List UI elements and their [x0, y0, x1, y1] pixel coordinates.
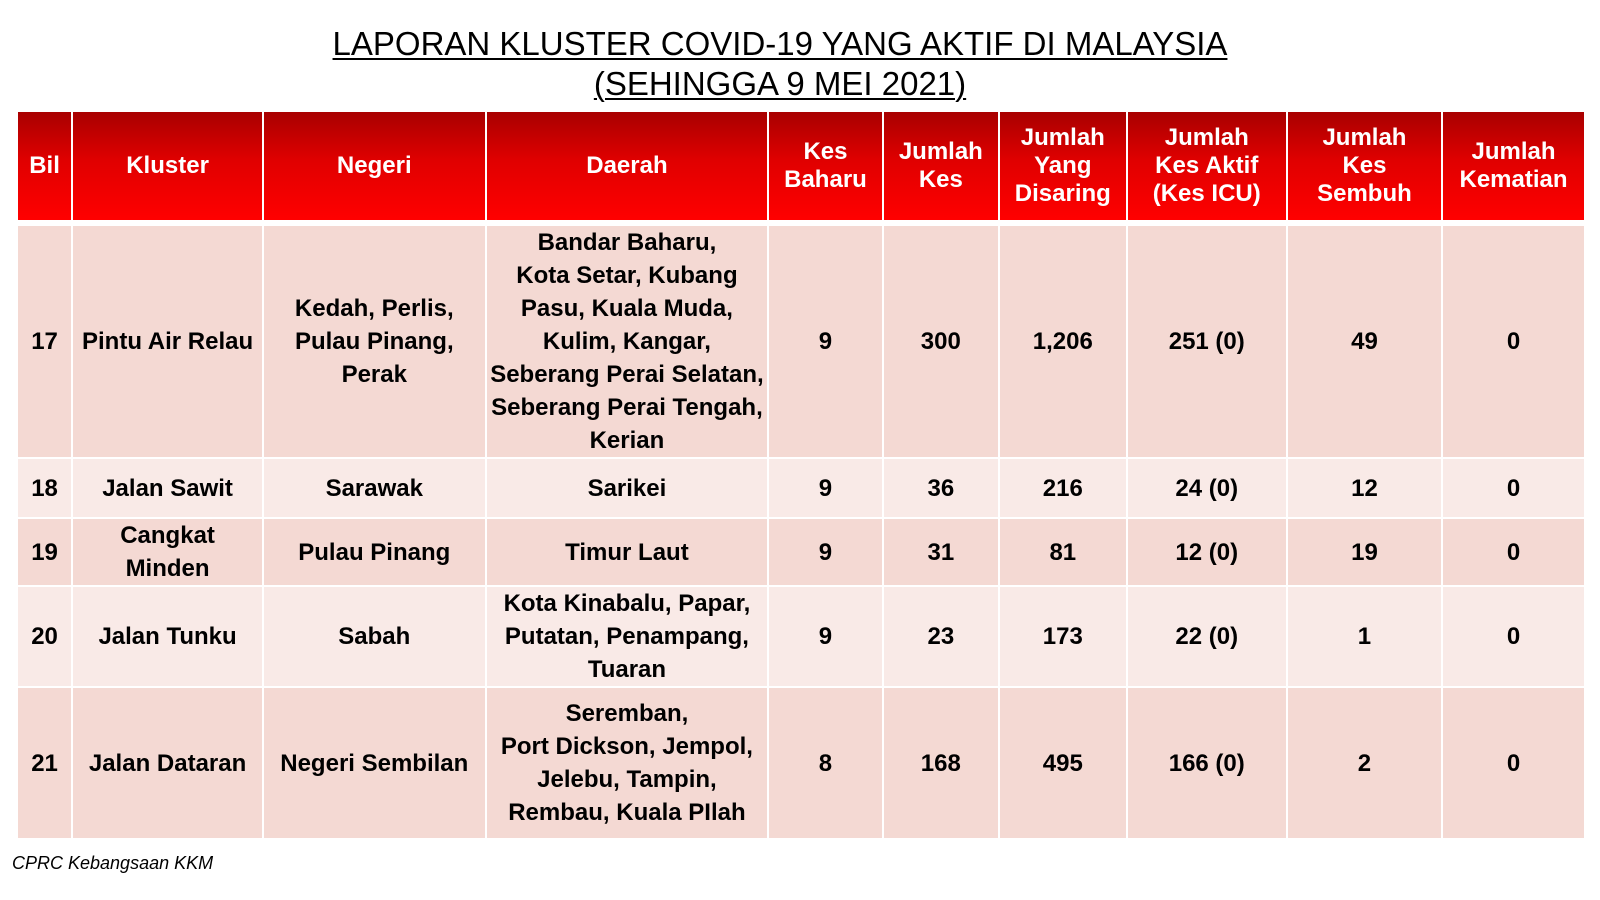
table-row — [17, 586, 1585, 687]
cell-bil: 21 — [17, 687, 72, 839]
cell-negeri: Negeri Sembilan — [263, 687, 486, 839]
header-kluster: Kluster — [72, 111, 263, 223]
table-row — [17, 223, 1585, 458]
cell-bil: 17 — [17, 223, 72, 458]
cell-kes-aktif: 22 (0) — [1127, 586, 1287, 687]
cell-jumlah-disaring: 495 — [999, 687, 1127, 839]
cell-kes-baharu: 9 — [768, 586, 882, 687]
cell-kes-aktif: 24 (0) — [1127, 458, 1287, 518]
header-jumlah-kes: Jumlah Kes — [883, 111, 999, 223]
table-row — [17, 518, 1585, 586]
cell-daerah: Sarikei — [486, 458, 769, 518]
header-jumlah-disaring: Jumlah Yang Disaring — [999, 111, 1127, 223]
table-header-row — [17, 111, 1585, 223]
header-kes-aktif: Jumlah Kes Aktif (Kes ICU) — [1127, 111, 1287, 223]
title-text-2: (SEHINGGA 9 MEI 2021) — [593, 65, 967, 102]
cell-kes-sembuh: 19 — [1287, 518, 1442, 586]
cell-kes-baharu: 9 — [768, 518, 882, 586]
header-bil: Bil — [17, 111, 72, 223]
header-kes-sembuh: Jumlah Kes Sembuh — [1287, 111, 1442, 223]
title-text-1: LAPORAN KLUSTER COVID-19 YANG AKTIF DI MALAYSIA — [332, 25, 1228, 62]
cell-jumlah-disaring: 216 — [999, 458, 1127, 518]
cell-kes-sembuh: 2 — [1287, 687, 1442, 839]
cell-kluster: Pintu Air Relau — [72, 223, 263, 458]
cell-kes-aktif: 12 (0) — [1127, 518, 1287, 586]
cell-kematian: 0 — [1442, 223, 1585, 458]
title-line-1 — [0, 24, 1560, 64]
cell-negeri: Sarawak — [263, 458, 486, 518]
page-title — [0, 24, 1560, 104]
cell-jumlah-kes: 300 — [883, 223, 999, 458]
cell-kluster: Jalan Tunku — [72, 586, 263, 687]
cell-jumlah-disaring: 173 — [999, 586, 1127, 687]
cell-kluster: Jalan Dataran — [72, 687, 263, 839]
cell-kluster: Cangkat Minden — [72, 518, 263, 586]
cell-jumlah-disaring: 1,206 — [999, 223, 1127, 458]
cell-kluster: Jalan Sawit — [72, 458, 263, 518]
header-daerah: Daerah — [486, 111, 769, 223]
cell-kes-baharu: 9 — [768, 223, 882, 458]
cell-jumlah-kes: 31 — [883, 518, 999, 586]
header-negeri: Negeri — [263, 111, 486, 223]
cell-kematian: 0 — [1442, 687, 1585, 839]
cell-kematian: 0 — [1442, 458, 1585, 518]
cell-daerah: Seremban, Port Dickson, Jempol, Jelebu, Tampin, Rembau, Kuala PIlah — [486, 687, 769, 839]
cell-bil: 18 — [17, 458, 72, 518]
cell-jumlah-kes: 168 — [883, 687, 999, 839]
cluster-table — [16, 110, 1586, 840]
cell-daerah: Bandar Baharu, Kota Setar, Kubang Pasu, Kuala Muda, Kulim, Kangar, Seberang Perai Selatan, Seberang Perai Tengah, Kerian — [486, 223, 769, 458]
cell-jumlah-kes: 23 — [883, 586, 999, 687]
header-kematian: Jumlah Kematian — [1442, 111, 1585, 223]
source-note: CPRC Kebangsaan KKM — [12, 853, 214, 873]
header-kes-baharu: Kes Baharu — [768, 111, 882, 223]
cell-kes-baharu: 8 — [768, 687, 882, 839]
cell-kes-baharu: 9 — [768, 458, 882, 518]
cell-daerah: Kota Kinabalu, Papar, Putatan, Penampang, Tuaran — [486, 586, 769, 687]
cell-kes-sembuh: 12 — [1287, 458, 1442, 518]
cell-negeri: Pulau Pinang — [263, 518, 486, 586]
cell-kes-aktif: 166 (0) — [1127, 687, 1287, 839]
cell-jumlah-disaring: 81 — [999, 518, 1127, 586]
cell-negeri: Kedah, Perlis, Pulau Pinang, Perak — [263, 223, 486, 458]
cell-kematian: 0 — [1442, 586, 1585, 687]
cell-daerah: Timur Laut — [486, 518, 769, 586]
cell-negeri: Sabah — [263, 586, 486, 687]
cell-kes-sembuh: 1 — [1287, 586, 1442, 687]
table-row — [17, 687, 1585, 839]
cell-kematian: 0 — [1442, 518, 1585, 586]
cell-bil: 20 — [17, 586, 72, 687]
cell-jumlah-kes: 36 — [883, 458, 999, 518]
table-row — [17, 458, 1585, 518]
cell-kes-aktif: 251 (0) — [1127, 223, 1287, 458]
cell-kes-sembuh: 49 — [1287, 223, 1442, 458]
title-line-2 — [0, 64, 1560, 104]
cell-bil: 19 — [17, 518, 72, 586]
